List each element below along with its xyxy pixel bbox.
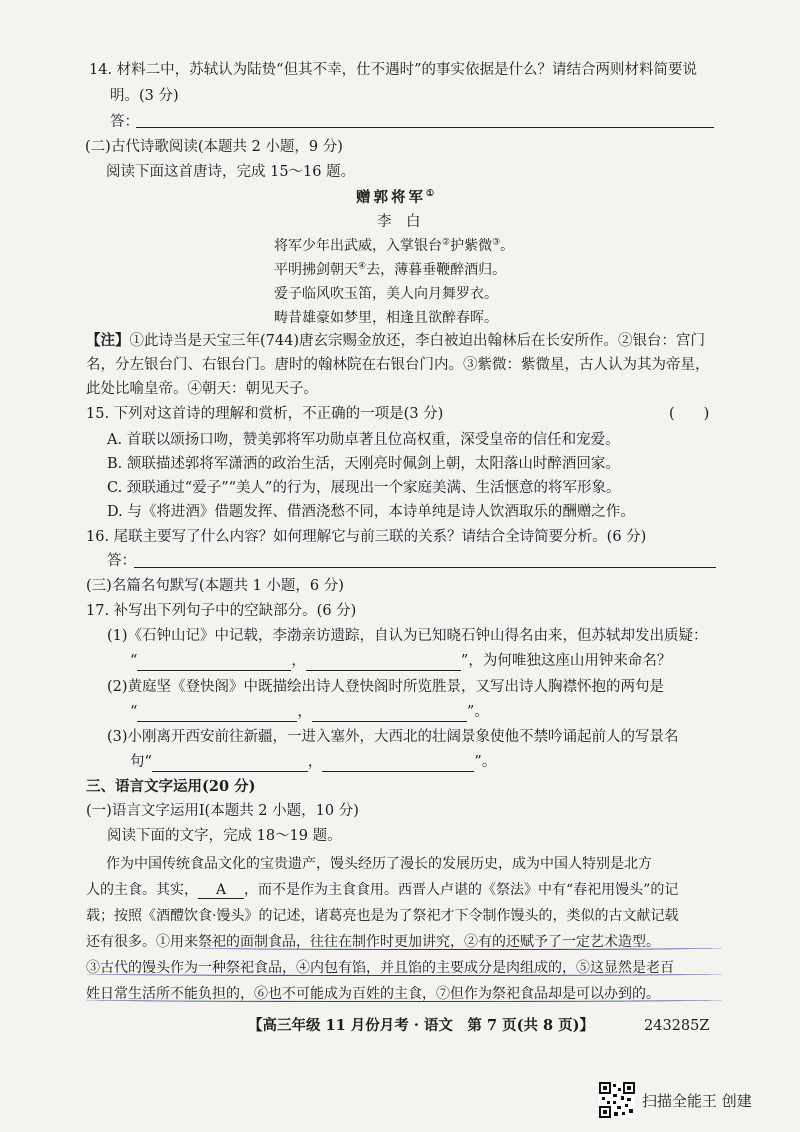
sec3-header: (三)名篇名句默写(本题共 1 小题，6 分) (86, 578, 344, 594)
q17-part3-line1: (3)小刚离开西安前往新疆，一进入塞外，大西北的壮阔景象使他不禁吟诵起前人的写景名 (107, 729, 679, 745)
page-footer: 【高三年级 11 月份月考 · 语文 第 7 页(共 8 页)】 (248, 1017, 595, 1034)
passage-line-2: 人的主食。其实， A ，而不是作为主食食用。西晋人卢谌的《祭法》中有“春祀用馒头”的记 (86, 882, 679, 898)
paper-code: 243285Z (644, 1018, 710, 1034)
sec31-intro: 阅读下面的文字，完成 18～19 题。 (107, 828, 342, 844)
poem-author: 李 白 (377, 214, 421, 230)
poem-title: 赠郭将军① (356, 189, 438, 206)
passage-line-3: 载；按照《酒醴饮食·馒头》的记述，诸葛亮也是为了祭祀才下令制作馒头的，类似的古文献记载 (86, 908, 679, 924)
q17-part1-line1: (1)《石钟山记》中记载，李渤亲访遗踪，自认为已知晓石钟山得名由来，但苏轼却发出质疑： (107, 628, 708, 644)
poem-line-2: 平明拂剑朝天④去，薄暮垂鞭醉酒归。 (274, 261, 507, 278)
passage-blank-a[interactable]: A (198, 882, 244, 899)
watermark-text: 扫描全能王 创建 (642, 1092, 752, 1110)
note-line2: 名，分左银台门、右银台门。唐时的翰林院在右银台门内。③紫微：紫微星，古人认为其为帝星， (86, 357, 710, 373)
passage-line-5: ③古代的馒头作为一种祭祀食品，④内包有馅，并且馅的主要成分是肉组成的，⑤这显然是老百 (86, 960, 674, 976)
q17-part3-blank-1[interactable] (152, 755, 308, 772)
passage-line-4: 还有很多。①用来祭祀的面制食品，往往在制作时更加讲究，②有的还赋予了一定艺术造型。 (86, 934, 660, 950)
passage-line-1: 作为中国传统食品文化的宝贵遗产，馒头经历了漫长的发展历史，成为中国人特别是北方 (106, 856, 652, 872)
note-line1: 【注】①此诗当是天宝三年(744)唐玄宗赐金放还，李白被迫出翰林后在长安所作。②银台：宫门 (86, 332, 705, 349)
q17-part1-blank-2[interactable] (306, 654, 461, 671)
q17-part2-blank-1[interactable] (137, 705, 297, 722)
q17-part1-blank-1[interactable] (137, 654, 291, 671)
handwritten-underline-3 (86, 998, 722, 1002)
note-line3: 此处比喻皇帝。④朝天：朝见天子。 (86, 381, 318, 397)
sec31-header: (一)语言文字运用Ⅰ(本题共 2 小题，10 分) (86, 803, 359, 819)
q14-answer-label: 答： (110, 114, 139, 130)
q15-option-d: D. 与《将进酒》借题发挥、借酒浇愁不同，本诗单纯是诗人饮酒取乐的酬赠之作。 (107, 504, 635, 520)
qr-code-icon (599, 1082, 635, 1118)
poem-line-1: 将军少年出武威，入掌银台②护紫微③。 (274, 237, 515, 254)
sec2-header: (二)古代诗歌阅读(本题共 2 小题，9 分) (85, 139, 343, 155)
q14-line1: 14. 材料二中，苏轼认为陆贽“但其不幸，仕不遇时”的事实依据是什么？请结合两则材料简要说 (89, 62, 697, 78)
handwritten-underline-1 (194, 946, 722, 950)
part3-header: 三、语言文字运用(20 分) (86, 778, 256, 795)
handwritten-underline-2 (86, 972, 722, 976)
q16-stem: 16. 尾联主要写了什么内容？如何理解它与前三联的关系？请结合全诗简要分析。(6 分) (86, 529, 647, 545)
q17-part2-fill: “ ， ”。 (130, 704, 489, 720)
q15-stem: 15. 下列对这首诗的理解和赏析，不正确的一项是(3 分) (86, 406, 444, 422)
q15-option-c: C. 颈联通过“爱子”“美人”的行为，展现出一个家庭美满、生活惬意的将军形象。 (107, 480, 621, 496)
q16-answer-label: 答： (107, 553, 136, 569)
q17-part3-fill: 句“ ， ”。 (130, 754, 497, 770)
q15-option-b: B. 颔联描述郭将军潇洒的政治生活，天刚亮时佩剑上朝，太阳落山时醉酒回家。 (107, 456, 620, 472)
q14-line2: 明。(3 分) (110, 88, 179, 104)
q14-answer-line[interactable] (136, 127, 714, 128)
q17-part1-fill: “ ， ”，为何唯独这座山用钟来命名？ (130, 653, 672, 669)
sec2-intro: 阅读下面这首唐诗，完成 15～16 题。 (106, 164, 356, 180)
poem-line-3: 爱子临风吹玉笛，美人向月舞罗衣。 (274, 286, 498, 302)
poem-line-4: 畴昔雄豪如梦里，相逢且欲醉春晖。 (274, 310, 498, 326)
q17-part2-line1: (2)黄庭坚《登快阁》中既描绘出诗人登快阁时所览胜景，又写出诗人胸襟怀抱的两句是 (107, 679, 665, 695)
q15-answer-bracket[interactable]: ( ) (669, 406, 710, 422)
q15-option-a: A. 首联以颂扬口吻，赞美郭将军功勋卓著且位高权重，深受皇帝的信任和宠爱。 (107, 432, 620, 448)
q16-answer-line[interactable] (134, 567, 716, 568)
q17-part2-blank-2[interactable] (312, 705, 467, 722)
q17-part3-blank-2[interactable] (322, 755, 474, 772)
passage-line-6: 姓日常生活所不能负担的，⑥也不可能成为百姓的主食，⑦但作为祭祀食品却是可以办到的。 (86, 986, 660, 1002)
q17-stem: 17. 补写出下列句子中的空缺部分。(6 分) (86, 603, 357, 619)
